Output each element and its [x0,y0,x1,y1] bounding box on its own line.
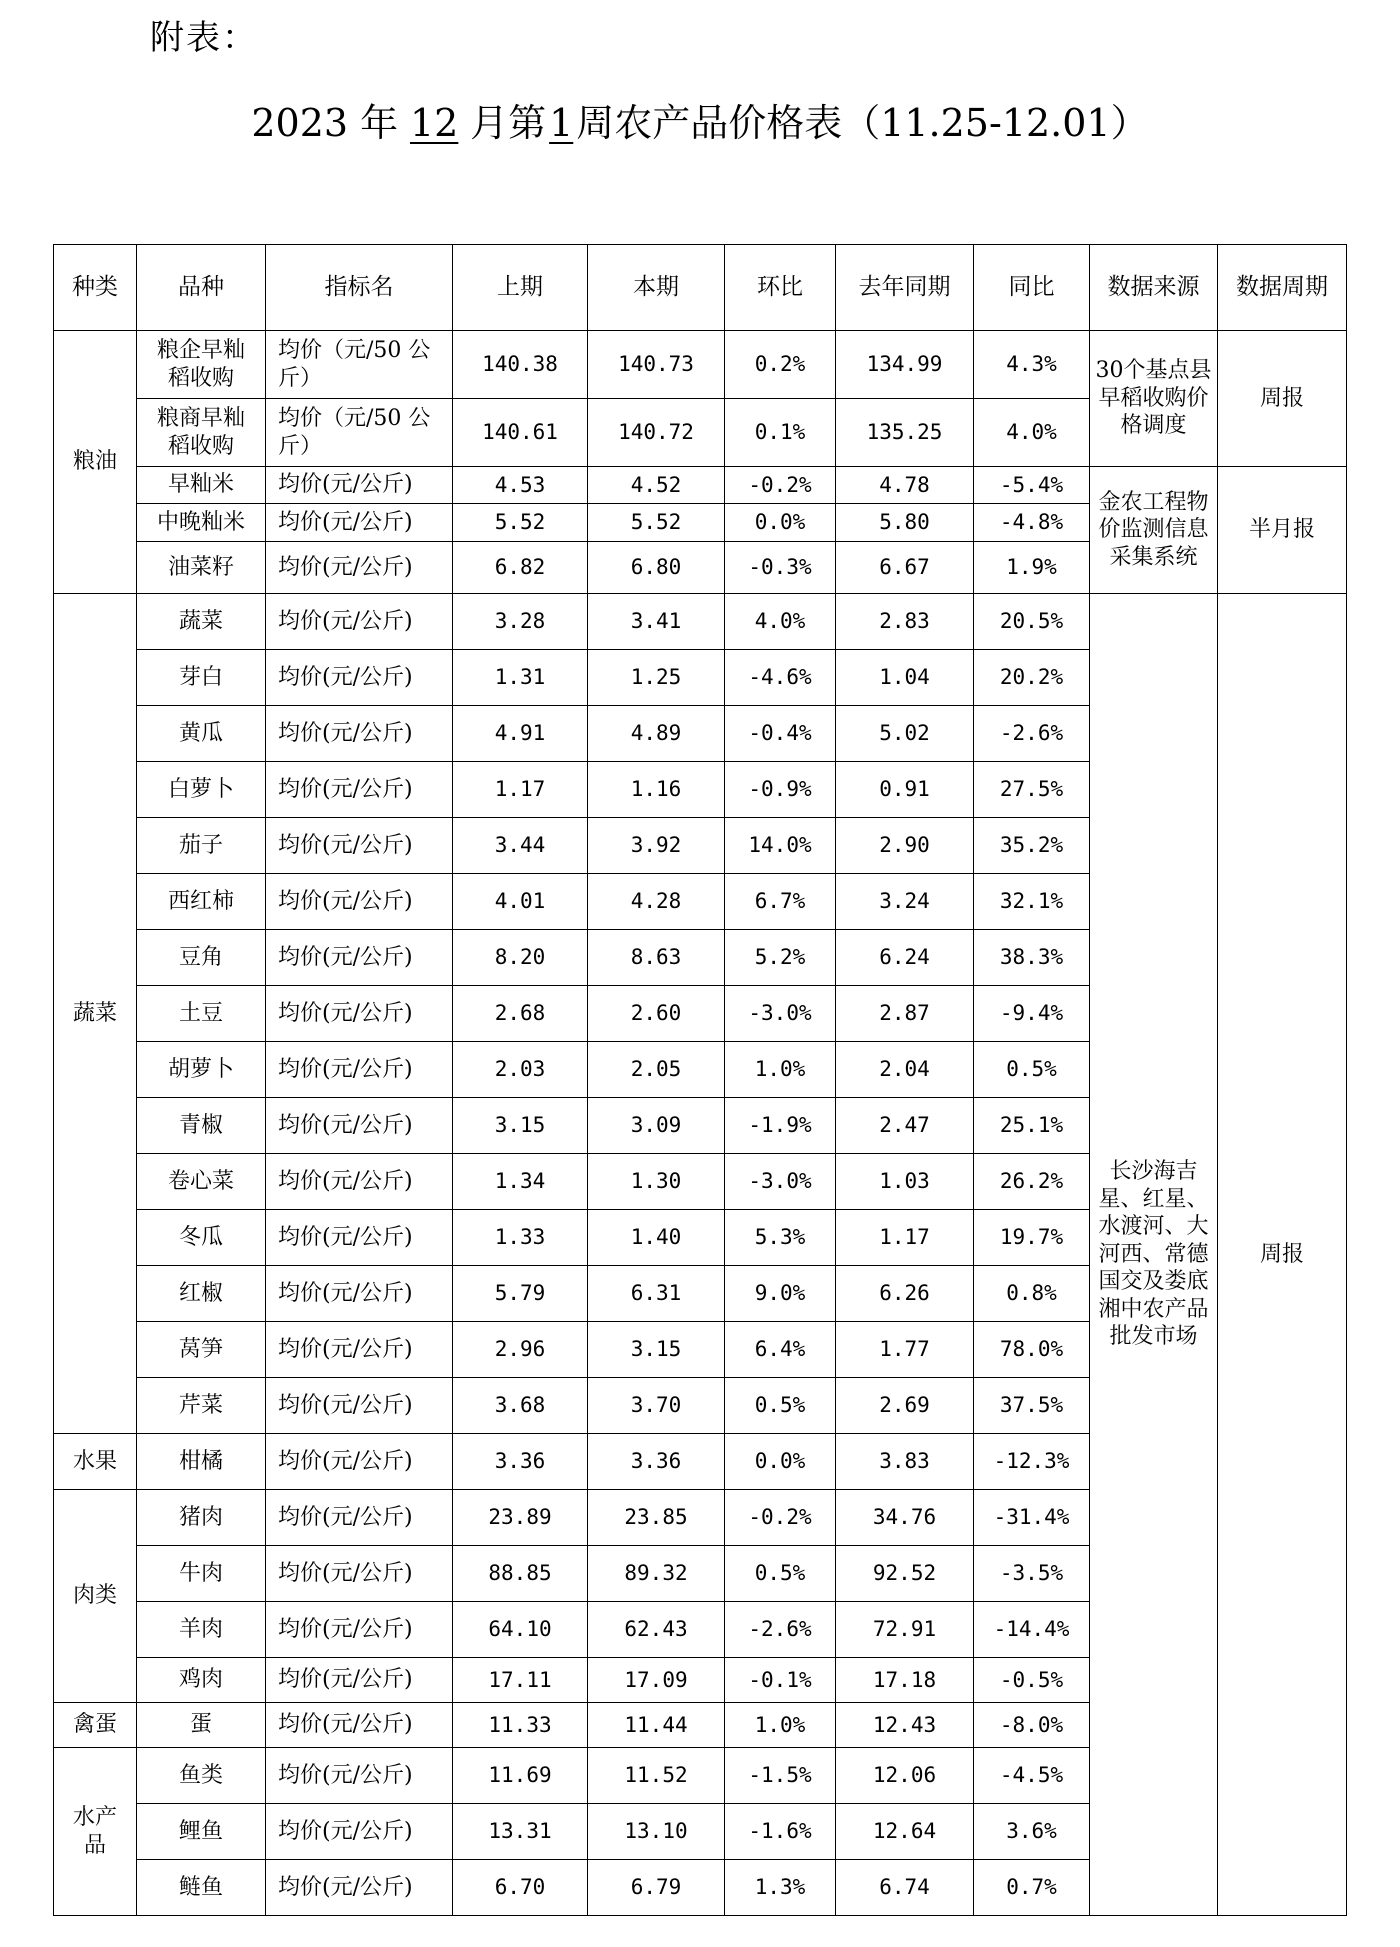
variety-cell: 胡萝卜 [137,1042,266,1098]
header-cell: 种类 [54,245,137,331]
title-week: 1 [549,101,574,145]
curr-cell: 2.60 [588,986,725,1042]
variety-cell: 莴笋 [137,1322,266,1378]
last-year-cell: 1.04 [836,650,974,706]
indicator-cell: 均价（元/50 公斤） [266,399,453,467]
last-year-cell: 1.17 [836,1210,974,1266]
yoy-cell: 4.0% [974,399,1090,467]
prev-cell: 140.38 [453,331,588,399]
period-cell: 周报 [1218,594,1347,1916]
curr-cell: 11.44 [588,1703,725,1748]
curr-cell: 3.09 [588,1098,725,1154]
indicator-cell: 均价(元/公斤) [266,986,453,1042]
mom-cell: 6.7% [725,874,836,930]
variety-cell: 卷心菜 [137,1154,266,1210]
last-year-cell: 1.77 [836,1322,974,1378]
prev-cell: 140.61 [453,399,588,467]
last-year-cell: 6.26 [836,1266,974,1322]
indicator-cell: 均价(元/公斤) [266,1748,453,1804]
variety-cell: 红椒 [137,1266,266,1322]
curr-cell: 4.89 [588,706,725,762]
prev-cell: 17.11 [453,1658,588,1703]
last-year-cell: 92.52 [836,1546,974,1602]
mom-cell: 0.0% [725,1434,836,1490]
header-cell: 环比 [725,245,836,331]
variety-cell: 黄瓜 [137,706,266,762]
period-cell: 半月报 [1218,467,1347,594]
last-year-cell: 3.24 [836,874,974,930]
yoy-cell: 0.7% [974,1860,1090,1916]
curr-cell: 4.52 [588,467,725,504]
yoy-cell: 1.9% [974,542,1090,594]
prev-cell: 2.96 [453,1322,588,1378]
mom-cell: -1.9% [725,1098,836,1154]
yoy-cell: -5.4% [974,467,1090,504]
variety-cell: 蛋 [137,1703,266,1748]
curr-cell: 1.16 [588,762,725,818]
curr-cell: 6.80 [588,542,725,594]
header-cell: 去年同期 [836,245,974,331]
curr-cell: 6.31 [588,1266,725,1322]
variety-cell: 白萝卜 [137,762,266,818]
curr-cell: 89.32 [588,1546,725,1602]
curr-cell: 1.40 [588,1210,725,1266]
curr-cell: 140.73 [588,331,725,399]
yoy-cell: -8.0% [974,1703,1090,1748]
prev-cell: 1.17 [453,762,588,818]
header-cell: 指标名 [266,245,453,331]
doc-label: 附表： [150,18,258,58]
yoy-cell: 0.5% [974,1042,1090,1098]
prev-cell: 2.68 [453,986,588,1042]
source-cell: 长沙海吉星、红星、水渡河、大河西、常德国交及娄底湘中农产品批发市场 [1090,594,1218,1916]
indicator-cell: 均价(元/公斤) [266,1154,453,1210]
last-year-cell: 17.18 [836,1658,974,1703]
mom-cell: -1.6% [725,1804,836,1860]
yoy-cell: 3.6% [974,1804,1090,1860]
prev-cell: 6.82 [453,542,588,594]
curr-cell: 3.15 [588,1322,725,1378]
indicator-cell: 均价(元/公斤) [266,1703,453,1748]
curr-cell: 11.52 [588,1748,725,1804]
prev-cell: 2.03 [453,1042,588,1098]
indicator-cell: 均价(元/公斤) [266,542,453,594]
variety-cell: 鲢鱼 [137,1860,266,1916]
prev-cell: 1.33 [453,1210,588,1266]
indicator-cell: 均价(元/公斤) [266,1602,453,1658]
yoy-cell: 19.7% [974,1210,1090,1266]
variety-cell: 蔬菜 [137,594,266,650]
last-year-cell: 1.03 [836,1154,974,1210]
mom-cell: 1.0% [725,1042,836,1098]
last-year-cell: 6.24 [836,930,974,986]
yoy-cell: -14.4% [974,1602,1090,1658]
prev-cell: 3.15 [453,1098,588,1154]
table-row [54,331,1347,399]
period-cell: 周报 [1218,331,1347,467]
indicator-cell: 均价(元/公斤) [266,1098,453,1154]
table-body [54,331,1347,1916]
mom-cell: 1.0% [725,1703,836,1748]
last-year-cell: 135.25 [836,399,974,467]
variety-cell: 早籼米 [137,467,266,504]
last-year-cell: 2.47 [836,1098,974,1154]
prev-cell: 6.70 [453,1860,588,1916]
curr-cell: 2.05 [588,1042,725,1098]
indicator-cell: 均价(元/公斤) [266,504,453,542]
category-cell: 粮油 [54,331,137,594]
variety-cell: 中晚籼米 [137,504,266,542]
prev-cell: 64.10 [453,1602,588,1658]
last-year-cell: 2.87 [836,986,974,1042]
indicator-cell: 均价(元/公斤) [266,1042,453,1098]
variety-cell: 羊肉 [137,1602,266,1658]
last-year-cell: 0.91 [836,762,974,818]
indicator-cell: 均价(元/公斤) [266,706,453,762]
table-row [54,467,1347,504]
last-year-cell: 3.83 [836,1434,974,1490]
indicator-cell: 均价(元/公斤) [266,650,453,706]
yoy-cell: 4.3% [974,331,1090,399]
prev-cell: 3.36 [453,1434,588,1490]
prev-cell: 11.69 [453,1748,588,1804]
header-cell: 上期 [453,245,588,331]
curr-cell: 17.09 [588,1658,725,1703]
prev-cell: 4.91 [453,706,588,762]
yoy-cell: 78.0% [974,1322,1090,1378]
variety-cell: 柑橘 [137,1434,266,1490]
table-header-row [54,245,1347,331]
prev-cell: 88.85 [453,1546,588,1602]
last-year-cell: 134.99 [836,331,974,399]
curr-cell: 5.52 [588,504,725,542]
indicator-cell: 均价(元/公斤) [266,1804,453,1860]
prev-cell: 3.44 [453,818,588,874]
mom-cell: -3.0% [725,1154,836,1210]
yoy-cell: -2.6% [974,706,1090,762]
indicator-cell: 均价(元/公斤) [266,1210,453,1266]
mom-cell: 0.5% [725,1378,836,1434]
category-cell: 肉类 [54,1490,137,1703]
yoy-cell: -9.4% [974,986,1090,1042]
variety-cell: 芹菜 [137,1378,266,1434]
variety-cell: 土豆 [137,986,266,1042]
yoy-cell: 25.1% [974,1098,1090,1154]
header-cell: 本期 [588,245,725,331]
prev-cell: 4.53 [453,467,588,504]
indicator-cell: 均价(元/公斤) [266,818,453,874]
category-cell: 蔬菜 [54,594,137,1434]
yoy-cell: -4.8% [974,504,1090,542]
prev-cell: 3.68 [453,1378,588,1434]
indicator-cell: 均价(元/公斤) [266,1322,453,1378]
title-month: 12 [409,101,459,145]
curr-cell: 8.63 [588,930,725,986]
price-table [53,244,1347,1916]
prev-cell: 1.31 [453,650,588,706]
source-cell: 30个基点县早稻收购价格调度 [1090,331,1218,467]
prev-cell: 11.33 [453,1703,588,1748]
curr-cell: 1.25 [588,650,725,706]
curr-cell: 13.10 [588,1804,725,1860]
variety-cell: 粮企早籼稻收购 [137,331,266,399]
mom-cell: 5.2% [725,930,836,986]
variety-cell: 粮商早籼稻收购 [137,399,266,467]
last-year-cell: 12.64 [836,1804,974,1860]
indicator-cell: 均价(元/公斤) [266,1860,453,1916]
title-prefix: 2023 年 [251,101,399,145]
variety-cell: 牛肉 [137,1546,266,1602]
mom-cell: 9.0% [725,1266,836,1322]
title-suffix: 周农产品价格表（11.25-12.01） [576,101,1149,145]
indicator-cell: 均价(元/公斤) [266,1546,453,1602]
prev-cell: 4.01 [453,874,588,930]
table-row [54,594,1347,650]
mom-cell: 1.3% [725,1860,836,1916]
last-year-cell: 5.02 [836,706,974,762]
prev-cell: 5.52 [453,504,588,542]
last-year-cell: 2.83 [836,594,974,650]
last-year-cell: 2.90 [836,818,974,874]
indicator-cell: 均价(元/公斤) [266,1490,453,1546]
curr-cell: 1.30 [588,1154,725,1210]
curr-cell: 140.72 [588,399,725,467]
last-year-cell: 72.91 [836,1602,974,1658]
mom-cell: -0.1% [725,1658,836,1703]
indicator-cell: 均价(元/公斤) [266,762,453,818]
curr-cell: 4.28 [588,874,725,930]
variety-cell: 青椒 [137,1098,266,1154]
variety-cell: 猪肉 [137,1490,266,1546]
mom-cell: -4.6% [725,650,836,706]
mom-cell: -2.6% [725,1602,836,1658]
mom-cell: -0.4% [725,706,836,762]
prev-cell: 23.89 [453,1490,588,1546]
curr-cell: 6.79 [588,1860,725,1916]
prev-cell: 1.34 [453,1154,588,1210]
last-year-cell: 2.69 [836,1378,974,1434]
mom-cell: -1.5% [725,1748,836,1804]
yoy-cell: 20.5% [974,594,1090,650]
curr-cell: 23.85 [588,1490,725,1546]
last-year-cell: 12.43 [836,1703,974,1748]
prev-cell: 5.79 [453,1266,588,1322]
last-year-cell: 12.06 [836,1748,974,1804]
prev-cell: 13.31 [453,1804,588,1860]
prev-cell: 3.28 [453,594,588,650]
yoy-cell: 38.3% [974,930,1090,986]
variety-cell: 豆角 [137,930,266,986]
mom-cell: 5.3% [725,1210,836,1266]
yoy-cell: 37.5% [974,1378,1090,1434]
yoy-cell: 0.8% [974,1266,1090,1322]
mom-cell: 4.0% [725,594,836,650]
variety-cell: 茄子 [137,818,266,874]
header-cell: 同比 [974,245,1090,331]
last-year-cell: 6.74 [836,1860,974,1916]
yoy-cell: 26.2% [974,1154,1090,1210]
mom-cell: 0.5% [725,1546,836,1602]
last-year-cell: 4.78 [836,467,974,504]
indicator-cell: 均价(元/公斤) [266,1266,453,1322]
indicator-cell: 均价（元/50 公斤） [266,331,453,399]
mom-cell: -0.3% [725,542,836,594]
curr-cell: 3.70 [588,1378,725,1434]
yoy-cell: 35.2% [974,818,1090,874]
mom-cell: -0.9% [725,762,836,818]
indicator-cell: 均价(元/公斤) [266,1434,453,1490]
indicator-cell: 均价(元/公斤) [266,930,453,986]
mom-cell: 6.4% [725,1322,836,1378]
source-cell: 金农工程物价监测信息采集系统 [1090,467,1218,594]
category-cell: 禽蛋 [54,1703,137,1748]
mom-cell: -3.0% [725,986,836,1042]
curr-cell: 3.41 [588,594,725,650]
category-cell: 水产品 [54,1748,137,1916]
yoy-cell: 27.5% [974,762,1090,818]
mom-cell: -0.2% [725,467,836,504]
yoy-cell: 20.2% [974,650,1090,706]
indicator-cell: 均价(元/公斤) [266,1658,453,1703]
yoy-cell: -3.5% [974,1546,1090,1602]
indicator-cell: 均价(元/公斤) [266,594,453,650]
variety-cell: 鲤鱼 [137,1804,266,1860]
curr-cell: 3.92 [588,818,725,874]
variety-cell: 鱼类 [137,1748,266,1804]
prev-cell: 8.20 [453,930,588,986]
mom-cell: 0.2% [725,331,836,399]
variety-cell: 西红柿 [137,874,266,930]
header-cell: 数据来源 [1090,245,1218,331]
indicator-cell: 均价(元/公斤) [266,1378,453,1434]
title-mid: 月第 [470,101,547,145]
last-year-cell: 2.04 [836,1042,974,1098]
header-cell: 品种 [137,245,266,331]
mom-cell: 14.0% [725,818,836,874]
curr-cell: 3.36 [588,1434,725,1490]
yoy-cell: -4.5% [974,1748,1090,1804]
page-title [0,92,1400,147]
last-year-cell: 6.67 [836,542,974,594]
variety-cell: 鸡肉 [137,1658,266,1703]
curr-cell: 62.43 [588,1602,725,1658]
last-year-cell: 5.80 [836,504,974,542]
variety-cell: 油菜籽 [137,542,266,594]
header-cell: 数据周期 [1218,245,1347,331]
indicator-cell: 均价(元/公斤) [266,467,453,504]
mom-cell: 0.1% [725,399,836,467]
mom-cell: -0.2% [725,1490,836,1546]
yoy-cell: 32.1% [974,874,1090,930]
yoy-cell: -31.4% [974,1490,1090,1546]
mom-cell: 0.0% [725,504,836,542]
yoy-cell: -0.5% [974,1658,1090,1703]
variety-cell: 冬瓜 [137,1210,266,1266]
last-year-cell: 34.76 [836,1490,974,1546]
variety-cell: 芽白 [137,650,266,706]
category-cell: 水果 [54,1434,137,1490]
yoy-cell: -12.3% [974,1434,1090,1490]
indicator-cell: 均价(元/公斤) [266,874,453,930]
